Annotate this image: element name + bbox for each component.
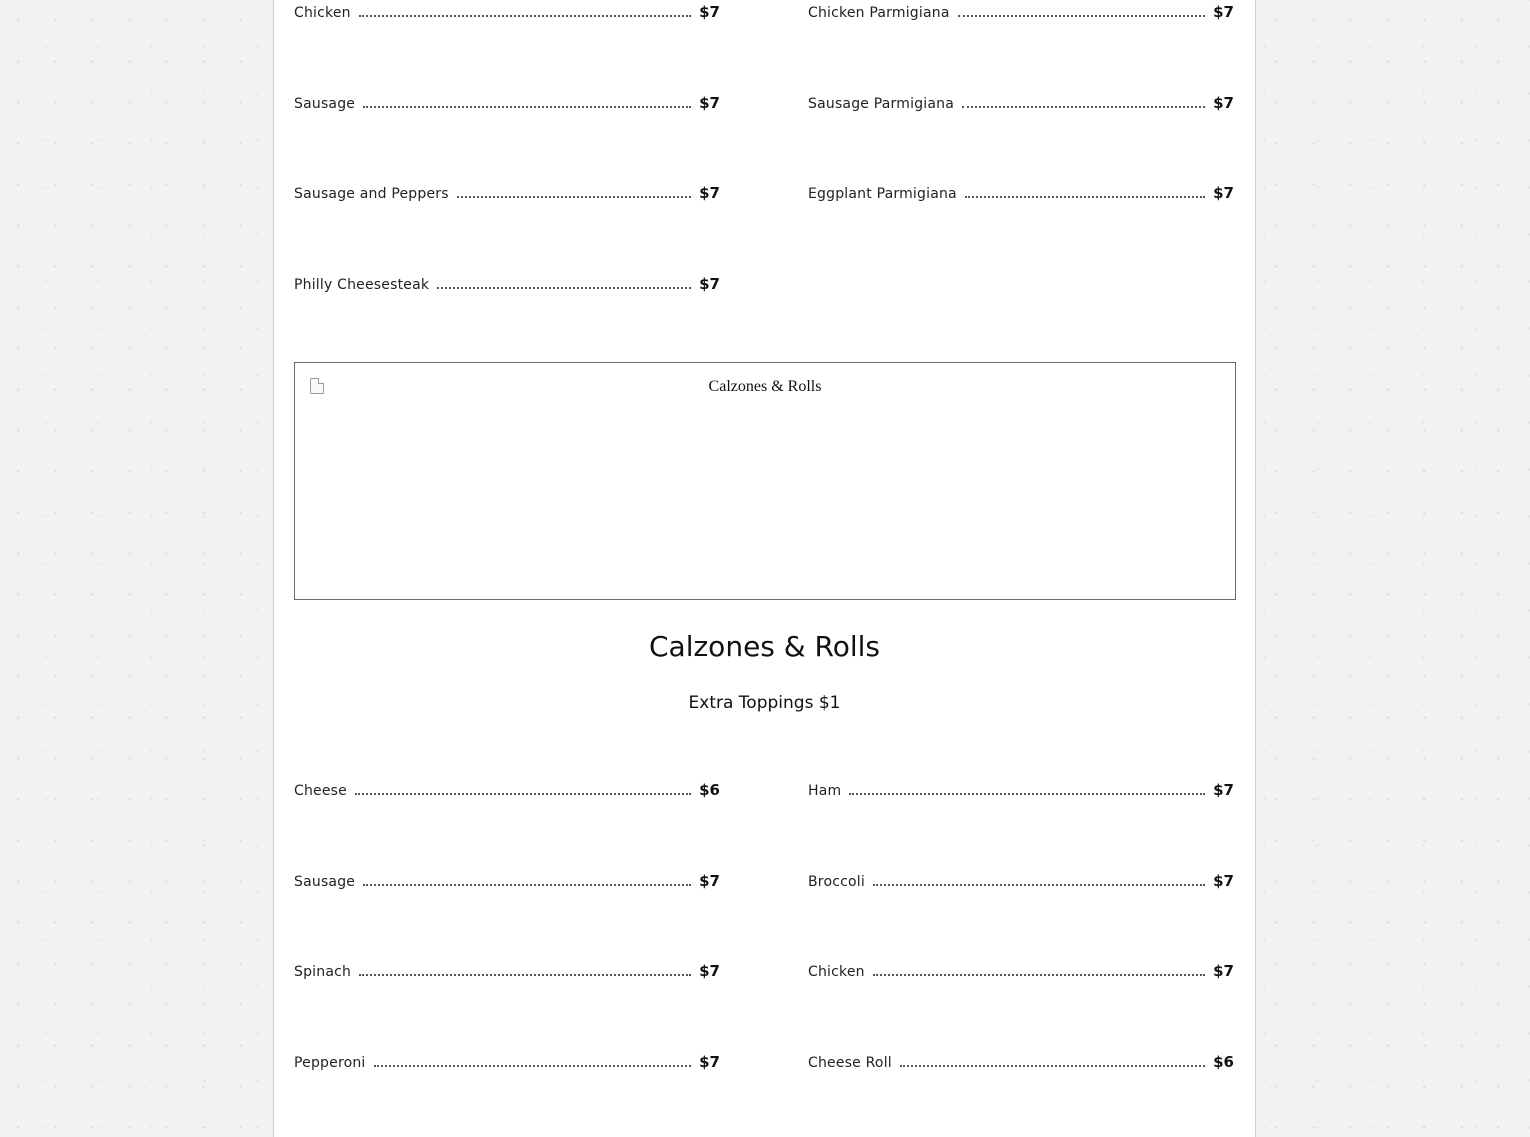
menu-item-price: $7	[699, 3, 720, 21]
section-title: Calzones & Rolls	[649, 630, 880, 663]
menu-item-price: $7	[699, 275, 720, 293]
section-image	[294, 362, 1236, 600]
menu-item-name: Sausage	[294, 96, 356, 112]
menu-item-name: Philly Cheesesteak	[294, 277, 430, 293]
menu-item	[294, 91, 720, 113]
menu-item-price: $7	[699, 872, 720, 890]
menu-item	[294, 181, 720, 203]
dot-leader	[962, 106, 1205, 108]
menu-item-name: Sausage and Peppers	[294, 186, 449, 202]
menu-item-price: $7	[699, 94, 720, 112]
menu-item-name: Eggplant Parmigiana	[808, 186, 957, 202]
menu-item-name: Cheese	[294, 783, 347, 799]
menu-item-name: Sausage	[294, 874, 356, 890]
menu-item-price: $7	[1213, 872, 1234, 890]
menu-item-price: $7	[699, 1053, 720, 1071]
menu-item	[808, 91, 1234, 113]
menu-item	[294, 778, 720, 800]
menu-item-price: $7	[699, 962, 720, 980]
dot-leader	[873, 884, 1205, 886]
image-alt-text: Calzones & Rolls	[708, 378, 822, 395]
menu-item-name: Broccoli	[808, 874, 865, 890]
menu-item-price: $7	[1213, 94, 1234, 112]
menu-item-name: Spinach	[294, 964, 352, 980]
dot-leader	[363, 106, 691, 108]
menu-item-price: $7	[1213, 184, 1234, 202]
menu-item-name: Pepperoni	[294, 1055, 366, 1071]
menu-item-name: Ham	[808, 783, 842, 799]
menu-item	[808, 959, 1234, 981]
menu-panel	[273, 0, 1256, 1137]
menu-item-price: $7	[1213, 781, 1234, 799]
menu-item-price: $6	[1213, 1053, 1234, 1071]
dot-leader	[457, 196, 691, 198]
menu-item	[808, 181, 1234, 203]
menu-item	[294, 0, 720, 22]
menu-item-name: Cheese Roll	[808, 1055, 892, 1071]
menu-item-price: $7	[699, 184, 720, 202]
menu-item-name: Sausage Parmigiana	[808, 96, 954, 112]
section-subtitle: Extra Toppings $1	[688, 693, 841, 713]
dot-leader	[374, 1065, 692, 1067]
menu-item	[294, 959, 720, 981]
dot-leader	[363, 884, 691, 886]
dot-leader	[359, 15, 691, 17]
menu-item	[294, 1050, 720, 1072]
menu-item-price: $6	[699, 781, 720, 799]
menu-item-name: Chicken	[808, 964, 865, 980]
menu-item	[808, 869, 1234, 891]
dot-leader	[873, 974, 1205, 976]
dot-leader	[965, 196, 1205, 198]
menu-item-price: $7	[1213, 3, 1234, 21]
dot-leader	[355, 793, 691, 795]
menu-item	[808, 1050, 1234, 1072]
menu-item	[808, 778, 1234, 800]
menu-item-name: Chicken Parmigiana	[808, 5, 950, 21]
menu-item-name: Chicken	[294, 5, 351, 21]
dot-leader	[437, 287, 691, 289]
dot-leader	[359, 974, 691, 976]
menu-item	[294, 869, 720, 891]
menu-item-price: $7	[1213, 962, 1234, 980]
menu-item	[294, 272, 720, 294]
menu-item	[808, 0, 1234, 22]
dot-leader	[900, 1065, 1205, 1067]
dot-leader	[849, 793, 1205, 795]
dot-leader	[958, 15, 1206, 17]
